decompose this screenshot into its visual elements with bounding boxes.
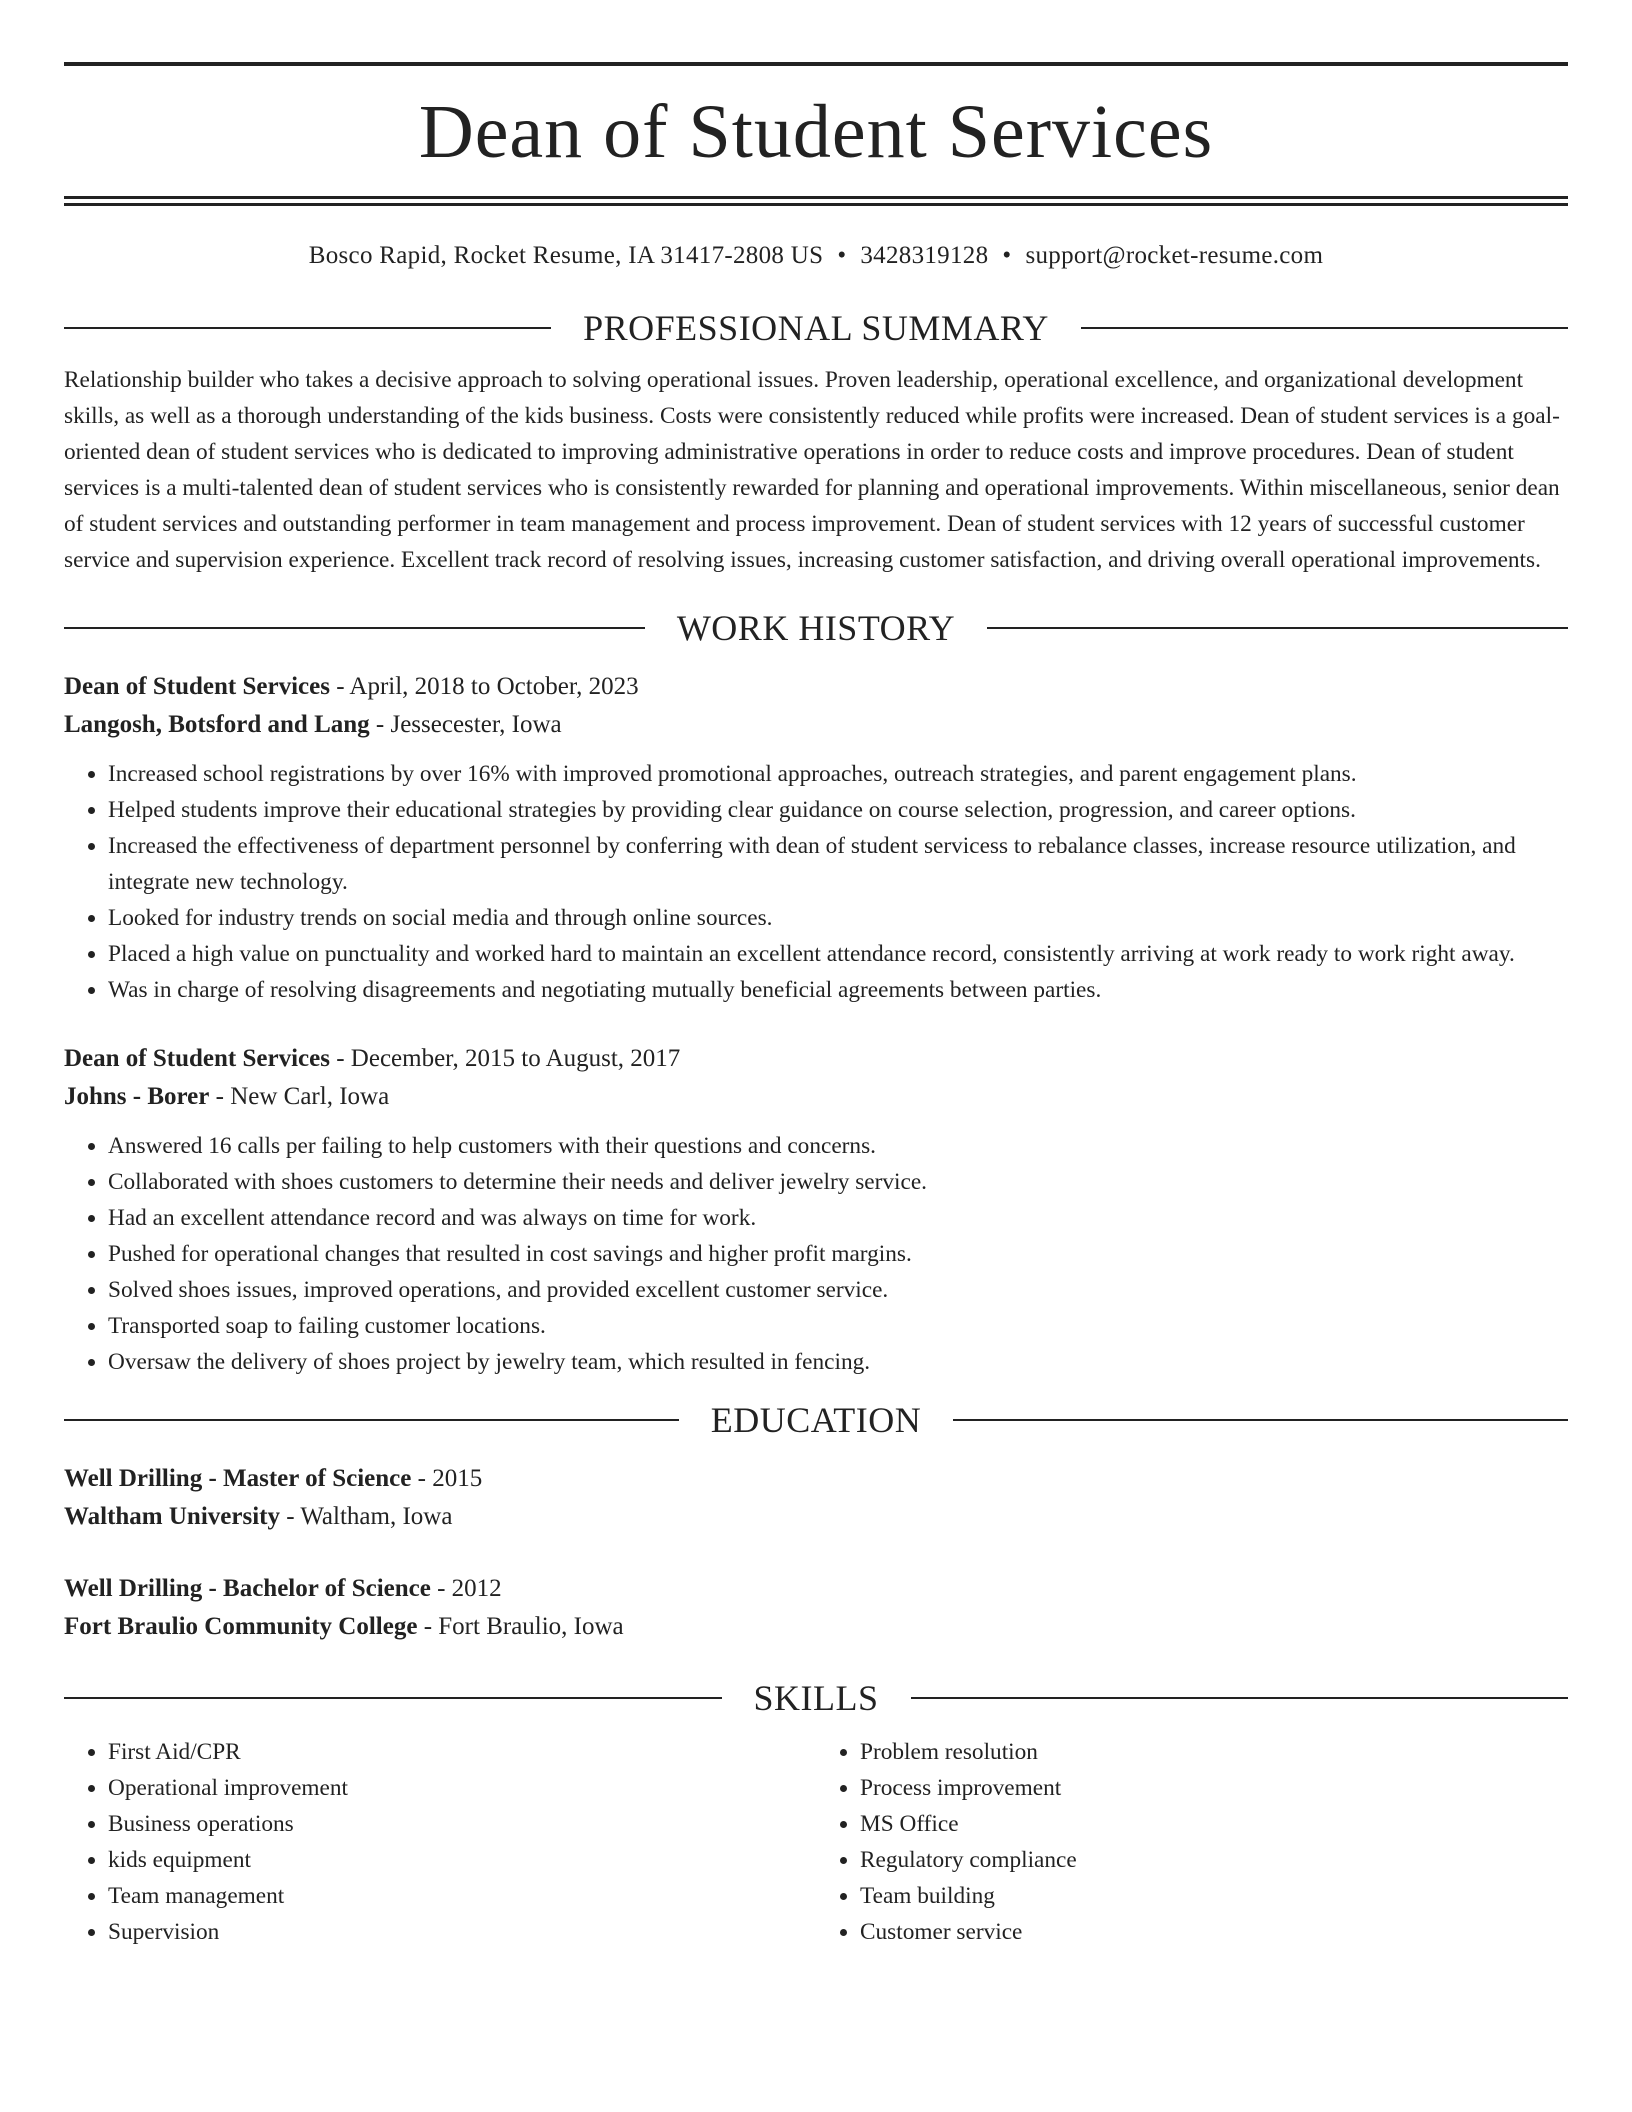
education-entry (64, 1460, 1568, 1536)
section-header-skills (64, 1678, 1568, 1718)
contact-line (64, 240, 1568, 272)
section-rule (1081, 327, 1568, 329)
list-item: • Increased the effectiveness of department personnel by conferring with dean of student servicess to rebalance classes, increase resource utilization, and integrate new technology. (108, 828, 1568, 900)
section-header-education (64, 1400, 1568, 1440)
job-bullets (64, 1128, 1568, 1380)
skill-item: • Customer service (860, 1914, 1568, 1950)
list-item: • Transported soap to failing customer locations. (108, 1308, 1568, 1344)
section-rule (953, 1419, 1568, 1421)
list-item: • Increased school registrations by over 16% with improved promotional approaches, outreach strategies, and parent engagement plans. (108, 756, 1568, 792)
job-bullets (64, 756, 1568, 1008)
skill-item: • Supervision (108, 1914, 816, 1950)
job-entry (64, 668, 1568, 1008)
skill-item: • Problem resolution (860, 1734, 1568, 1770)
job-dates: - December, 2015 to August, 2017 (329, 1045, 681, 1072)
job-company-line (64, 1078, 1568, 1116)
job-company: Johns - Borer (64, 1083, 210, 1110)
degree-year: - 2015 (411, 1465, 483, 1492)
list-item: • Placed a high value on punctuality and worked hard to maintain an excellent attendance record, consistently arriving at work ready to work right away. (108, 936, 1568, 972)
contact-phone[interactable]: 3428319128 (860, 242, 989, 269)
job-title-line (64, 1040, 1568, 1078)
contact-address: Bosco Rapid, Rocket Resume, IA 31417-2808 US (308, 242, 824, 269)
job-dates: - April, 2018 to October, 2023 (329, 673, 639, 700)
education-entry (64, 1570, 1568, 1646)
list-item: • Solved shoes issues, improved operations, and provided excellent customer service. (108, 1272, 1568, 1308)
section-rule (64, 1697, 722, 1699)
separator-dot: • (1002, 242, 1012, 269)
degree: Well Drilling - Bachelor of Science (64, 1575, 431, 1602)
section-rule (987, 627, 1568, 629)
section-title: EDUCATION (710, 1400, 922, 1440)
skill-item: • Team management (108, 1878, 816, 1914)
skill-item: • MS Office (860, 1806, 1568, 1842)
degree-line (64, 1460, 1568, 1498)
section-rule (911, 1697, 1569, 1699)
list-item: • Helped students improve their educational strategies by providing clear guidance on course selection, progression, and career options. (108, 792, 1568, 828)
job-title: Dean of Student Services (64, 673, 330, 700)
job-location: - Jessecester, Iowa (369, 711, 562, 738)
section-rule (64, 327, 551, 329)
summary-text: Relationship builder who takes a decisive approach to solving operational issues. Proven leadership, operational excellence, and organizational development skills, as well as a thorough understanding of the kids business. Costs were consistently reduced while profits were increased. Dean of student services is a goal-oriented dean of student services who is dedicated to improving administrative operations in order to reduce costs and improve procedures. Dean of student services is a multi-talented dean of student services who is consistently rewarded for planning and operational improvements. Within miscellaneous, senior dean of student services and outstanding performer in team management and process improvement. Dean of student services with 12 years of successful customer service and supervision experience. Excellent track record of resolving issues, increasing customer satisfaction, and driving overall operational improvements. (64, 367, 1560, 573)
top-rule (64, 62, 1568, 66)
school: Waltham University (64, 1503, 280, 1530)
separator-dot: • (837, 242, 847, 269)
degree-year: - 2012 (430, 1575, 502, 1602)
list-item: • Collaborated with shoes customers to determine their needs and deliver jewelry service. (108, 1164, 1568, 1200)
section-rule (64, 627, 645, 629)
section-header-work (64, 608, 1568, 648)
skill-item: • kids equipment (108, 1842, 816, 1878)
school-location: - Fort Braulio, Iowa (417, 1613, 624, 1640)
skills-columns (64, 1734, 1568, 1950)
skill-item: • Regulatory compliance (860, 1842, 1568, 1878)
degree-line (64, 1570, 1568, 1608)
section-rule (64, 1419, 679, 1421)
list-item: • Was in charge of resolving disagreements and negotiating mutually beneficial agreements between parties. (108, 972, 1568, 1008)
section-title: SKILLS (753, 1678, 879, 1718)
section-header-summary (64, 308, 1568, 348)
job-title: Dean of Student Services (64, 1045, 330, 1072)
list-item: • Had an excellent attendance record and was always on time for work. (108, 1200, 1568, 1236)
double-rule (64, 196, 1568, 206)
resume-page (64, 0, 1568, 1950)
skill-item: • Business operations (108, 1806, 816, 1842)
job-location: - New Carl, Iowa (209, 1083, 390, 1110)
skill-item: • First Aid/CPR (108, 1734, 816, 1770)
job-company: Langosh, Botsford and Lang (64, 711, 370, 738)
school-line (64, 1498, 1568, 1536)
skill-item: • Team building (860, 1878, 1568, 1914)
skills-list-left (64, 1734, 816, 1950)
list-item: • Answered 16 calls per failing to help customers with their questions and concerns. (108, 1128, 1568, 1164)
job-company-line (64, 706, 1568, 744)
job-title-line (64, 668, 1568, 706)
resume-title: Dean of Student Services (418, 90, 1214, 174)
skills-list-right (816, 1734, 1568, 1950)
job-entry (64, 1040, 1568, 1380)
section-title: WORK HISTORY (676, 608, 956, 648)
skill-item: • Operational improvement (108, 1770, 816, 1806)
list-item: • Looked for industry trends on social media and through online sources. (108, 900, 1568, 936)
school-location: - Waltham, Iowa (279, 1503, 453, 1530)
list-item: • Oversaw the delivery of shoes project by jewelry team, which resulted in fencing. (108, 1344, 1568, 1380)
degree: Well Drilling - Master of Science (64, 1465, 412, 1492)
school-line (64, 1608, 1568, 1646)
contact-email[interactable]: support@rocket-resume.com (1025, 242, 1324, 269)
skill-item: • Process improvement (860, 1770, 1568, 1806)
school: Fort Braulio Community College (64, 1613, 418, 1640)
list-item: • Pushed for operational changes that resulted in cost savings and higher profit margins. (108, 1236, 1568, 1272)
section-title: PROFESSIONAL SUMMARY (583, 308, 1049, 348)
